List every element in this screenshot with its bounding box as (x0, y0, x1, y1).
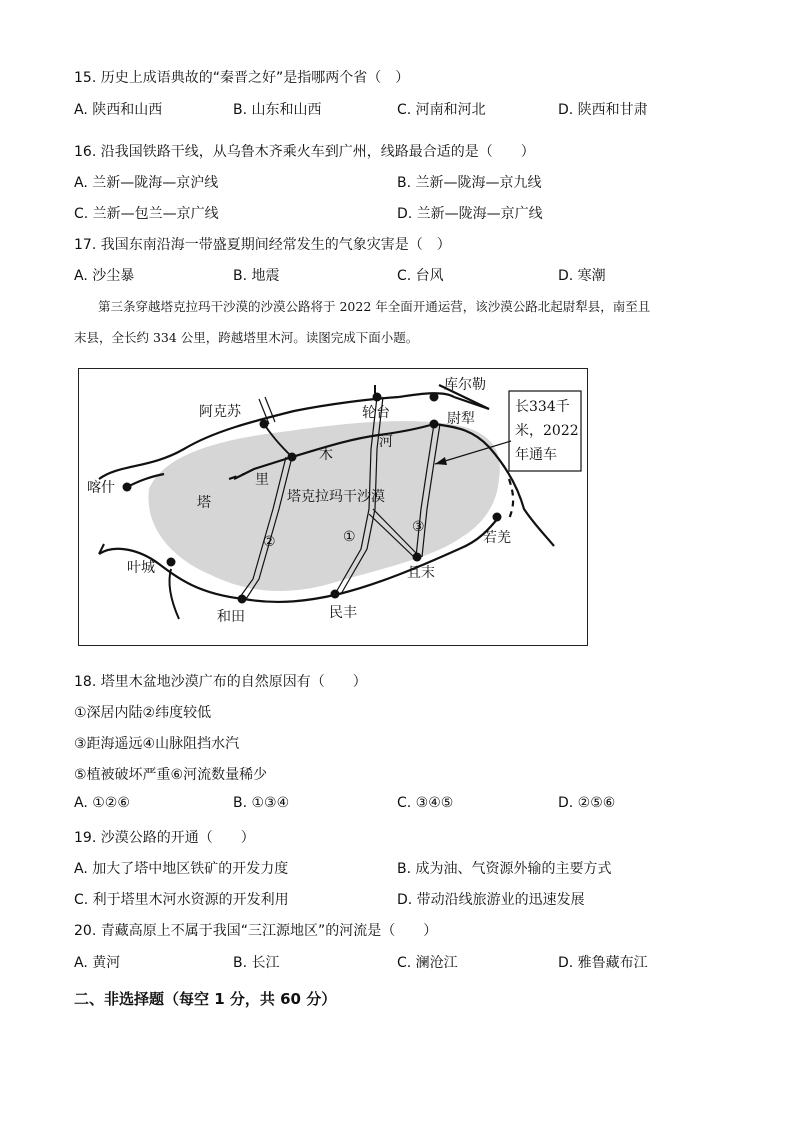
kuerle-label: 库尔勒 (444, 377, 486, 393)
q20-option-c[interactable]: C. 澜沧江 (397, 955, 458, 971)
question-15-stem: 15. 历史上成语典故的“秦晋之好”是指哪两个省（ ） (74, 70, 410, 86)
question-16-stem: 16. 沿我国铁路干线，从乌鲁木齐乘火车到广州，线路最合适的是（ ） (74, 144, 535, 160)
q20-option-d[interactable]: D. 雅鲁藏布江 (558, 955, 648, 971)
q16-option-d[interactable]: D. 兰新—陇海—京广线 (397, 206, 543, 222)
ruoqiang-label: 若羌 (483, 530, 511, 546)
q18-option-d[interactable]: D. ②⑤⑥ (558, 795, 616, 811)
luntai-marker (373, 393, 382, 402)
callout-line-3: 年通车 (515, 447, 557, 463)
ruoqiang-marker (493, 513, 502, 522)
desert-label: 塔克拉玛干沙漠 (287, 489, 385, 505)
q20-option-a[interactable]: A. 黄河 (74, 955, 121, 971)
q19-option-c[interactable]: C. 利于塔里木河水资源的开发利用 (74, 892, 289, 908)
q18-option-b[interactable]: B. ①③④ (233, 795, 290, 811)
callout-line-1: 长334千 (515, 399, 570, 415)
yuli-marker (430, 420, 439, 429)
question-20-stem: 20. 青藏高原上不属于我国“三江源地区”的河流是（ ） (74, 923, 438, 939)
section-2-heading: 二、非选择题（每空 1 分，共 60 分） (74, 990, 337, 1008)
q17-option-d[interactable]: D. 寒潮 (558, 268, 606, 284)
question-17-stem: 17. 我国东南沿海一带盛夏期间经常发生的气象灾害是（ ） (74, 237, 451, 253)
qiemo-marker (413, 553, 422, 562)
minfeng-marker (331, 590, 340, 599)
q18-option-a[interactable]: A. ①②⑥ (74, 795, 130, 811)
tarim-junction-marker (288, 453, 297, 462)
q16-option-a[interactable]: A. 兰新—陇海—京沪线 (74, 175, 219, 191)
q18-choice-line-2: ③距海遥远④山脉阻挡水汽 (74, 736, 240, 752)
river-char-mu: 木 (319, 447, 333, 463)
q17-option-a[interactable]: A. 沙尘暴 (74, 268, 135, 284)
yecheng-label: 叶城 (127, 560, 155, 576)
passage-line-2: 末县，全长约 334 公里，跨越塔里木河。读图完成下面小题。 (74, 330, 419, 345)
akesu-marker (260, 420, 269, 429)
q15-option-c[interactable]: C. 河南和河北 (397, 102, 486, 118)
qiemo-label: 且末 (407, 565, 435, 581)
q17-option-c[interactable]: C. 台风 (397, 268, 444, 284)
kashi-label: 喀什 (87, 480, 115, 496)
hetian-label: 和田 (217, 609, 245, 625)
luntai-label: 轮台 (362, 405, 390, 421)
akesu-label: 阿克苏 (199, 404, 241, 420)
hetian-marker (238, 595, 247, 604)
q15-option-d[interactable]: D. 陕西和甘肃 (558, 102, 648, 118)
passage-line-1: 第三条穿越塔克拉玛干沙漠的沙漠公路将于 2022 年全面开通运营，该沙漠公路北起尉犁县，南至且 (98, 299, 651, 314)
q19-option-d[interactable]: D. 带动沿线旅游业的迅速发展 (397, 892, 585, 908)
road-label-1: ① (343, 529, 356, 545)
question-19-stem: 19. 沙漠公路的开通（ ） (74, 830, 255, 846)
yuli-label: 尉犁 (447, 411, 475, 427)
q18-choice-line-3: ⑤植被破坏严重⑥河流数量稀少 (74, 767, 268, 783)
tarim-basin-map (78, 368, 588, 646)
q15-option-b[interactable]: B. 山东和山西 (233, 102, 322, 118)
q20-option-b[interactable]: B. 长江 (233, 955, 280, 971)
road-label-3: ③ (412, 519, 425, 535)
q18-choice-line-1: ①深居内陆②纬度较低 (74, 705, 212, 721)
question-18-stem: 18. 塔里木盆地沙漠广布的自然原因有（ ） (74, 674, 367, 690)
q19-option-a[interactable]: A. 加大了塔中地区铁矿的开发力度 (74, 861, 289, 877)
q18-option-c[interactable]: C. ③④⑤ (397, 795, 454, 811)
river-char-ta: 塔 (197, 495, 211, 511)
q17-option-b[interactable]: B. 地震 (233, 268, 280, 284)
river-char-li: 里 (255, 472, 269, 488)
callout-line-2: 米，2022 (515, 423, 579, 439)
yecheng-marker (167, 558, 176, 567)
kashi-marker (123, 483, 132, 492)
q15-option-a[interactable]: A. 陕西和山西 (74, 102, 163, 118)
river-char-he: 河 (379, 434, 393, 450)
road-label-2: ② (263, 534, 276, 550)
q19-option-b[interactable]: B. 成为油、气资源外输的主要方式 (397, 861, 612, 877)
kuerle-marker (430, 393, 439, 402)
minfeng-label: 民丰 (329, 605, 357, 621)
q16-option-c[interactable]: C. 兰新—包兰—京广线 (74, 206, 219, 222)
q16-option-b[interactable]: B. 兰新—陇海—京九线 (397, 175, 542, 191)
